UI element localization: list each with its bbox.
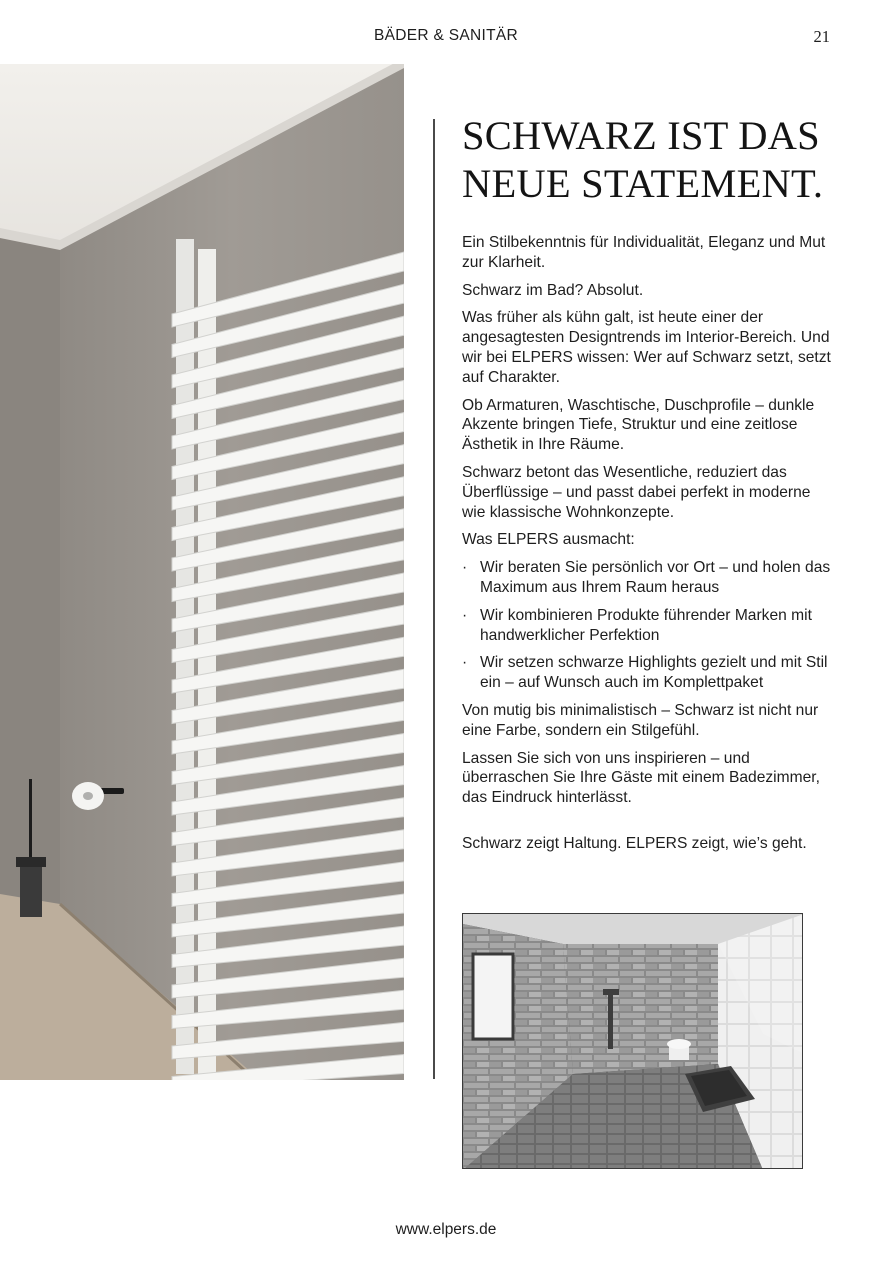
benefits-list (462, 558, 834, 693)
page-header (0, 0, 892, 60)
headline (462, 112, 834, 208)
list-item (462, 606, 834, 646)
radiator-illustration (0, 64, 404, 1080)
toilet-paper-holder-icon (68, 774, 128, 814)
bullet-icon: · (462, 606, 468, 624)
list-item-text: Wir setzen schwarze Highlights gezielt und mit Stil ein – auf Wunsch auch im Komplettpaket (480, 654, 828, 692)
renovation-site-photo (462, 913, 803, 1169)
paragraph-1: Was früher als kühn galt, ist heute einer der angesagtesten Designtrends im Interior-Bereich. Und wir bei ELPERS wissen: Wer auf Schwarz setzt, setzt auf Charakter. (462, 309, 831, 386)
list-item-text: Wir beraten Sie persönlich vor Ort – und holen das Maximum aus Ihrem Raum heraus (480, 559, 831, 596)
paragraph-3: Schwarz betont das Wesentliche, reduziert das Überflüssige – und passt dabei perfekt in moderne wie klassische Wohnkonzepte. (462, 463, 811, 521)
headline-line-2: NEUE STATEMENT. (462, 161, 824, 206)
paragraph-2: Ob Armaturen, Waschtische, Duschprofile – dunkle Akzente bringen Tiefe, Struktur und eine zeitlose Ästhetik in Ihre Räume. (462, 396, 815, 454)
bullet-icon: · (462, 559, 468, 577)
headline-line-1: SCHWARZ IST DAS (462, 113, 820, 158)
page-number: 21 (813, 27, 830, 46)
article (462, 112, 834, 862)
article-body (462, 233, 834, 854)
footer-url: www.elpers.de (395, 1221, 497, 1238)
radiator-photo (0, 64, 404, 1080)
renovation-site-illustration (463, 914, 803, 1169)
paragraph-5: Lassen Sie sich von uns inspirieren – und überraschen Sie Ihre Gäste mit einem Badezimmer, das Eindruck hinterlässt. (462, 749, 820, 807)
list-item (462, 558, 834, 598)
bullet-icon: · (462, 654, 468, 672)
paragraph-4: Von mutig bis minimalistisch – Schwarz ist nicht nur eine Farbe, sondern ein Stilgefühl. (462, 701, 819, 739)
list-item (462, 653, 834, 693)
question-paragraph: Schwarz im Bad? Absolut. (462, 281, 644, 299)
closing-line: Schwarz zeigt Haltung. ELPERS zeigt, wie’s geht. (462, 834, 807, 852)
intro-paragraph: Ein Stilbekenntnis für Individualität, Eleganz und Mut zur Klarheit. (462, 234, 826, 271)
section-title: BÄDER & SANITÄR (373, 27, 519, 44)
list-intro: Was ELPERS ausmacht: (462, 531, 635, 549)
list-item-text: Wir kombinieren Produkte führender Marken mit handwerklicher Perfektion (480, 606, 812, 644)
vertical-divider (433, 119, 435, 1079)
toilet-brush-icon (12, 779, 52, 929)
